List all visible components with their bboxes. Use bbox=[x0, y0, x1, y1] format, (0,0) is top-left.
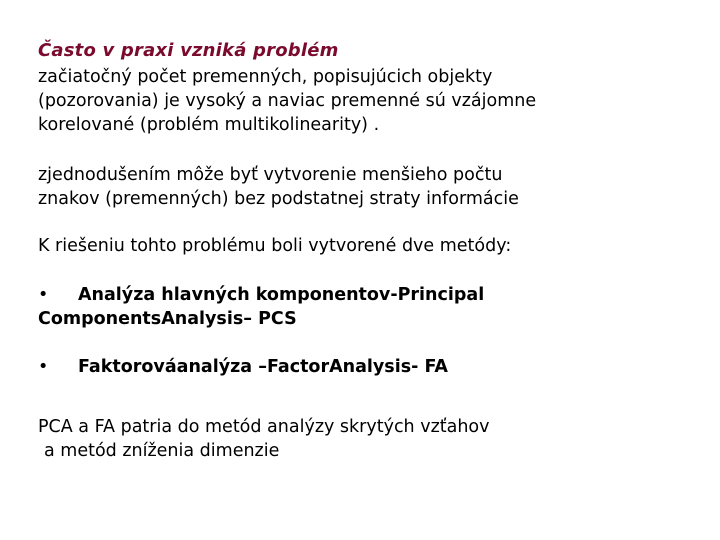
paragraph-line: zjednodušením môže byť vytvorenie menšieho počtu bbox=[38, 165, 503, 185]
paragraph-line: PCA a FA patria do metód analýzy skrytých vzťahov bbox=[38, 417, 490, 437]
paragraph-methods-intro: K riešeniu tohto problému boli vytvorené dve metódy: bbox=[38, 236, 512, 256]
paragraph-line: a metód zníženia dimenzie bbox=[44, 441, 280, 461]
bullet-text: Faktorováanalýza –FactorAnalysis- FA bbox=[78, 357, 448, 377]
bullet-icon: • bbox=[38, 285, 49, 305]
paragraph-line: korelované (problém multikolinearity) . bbox=[38, 115, 380, 135]
paragraph-problem bbox=[38, 65, 536, 137]
bullet-icon: • bbox=[38, 357, 49, 377]
bullet-item-fa bbox=[38, 355, 448, 379]
bullet-text: Analýza hlavných komponentov-Principal bbox=[78, 285, 485, 305]
paragraph-line: začiatočný počet premenných, popisujúcich objekty bbox=[38, 67, 493, 87]
paragraph-line: znakov (premenných) bez podstatnej straty informácie bbox=[38, 189, 519, 209]
paragraph-line: (pozorovania) je vysoký a naviac premenné sú vzájomne bbox=[38, 91, 537, 111]
bullet-item-pca bbox=[38, 283, 484, 331]
paragraph-conclusion bbox=[38, 415, 490, 463]
paragraph-simplification bbox=[38, 163, 519, 211]
bullet-text-continuation: ComponentsAnalysis– PCS bbox=[38, 309, 297, 329]
slide-title: Často v praxi vzniká problém bbox=[38, 40, 339, 61]
